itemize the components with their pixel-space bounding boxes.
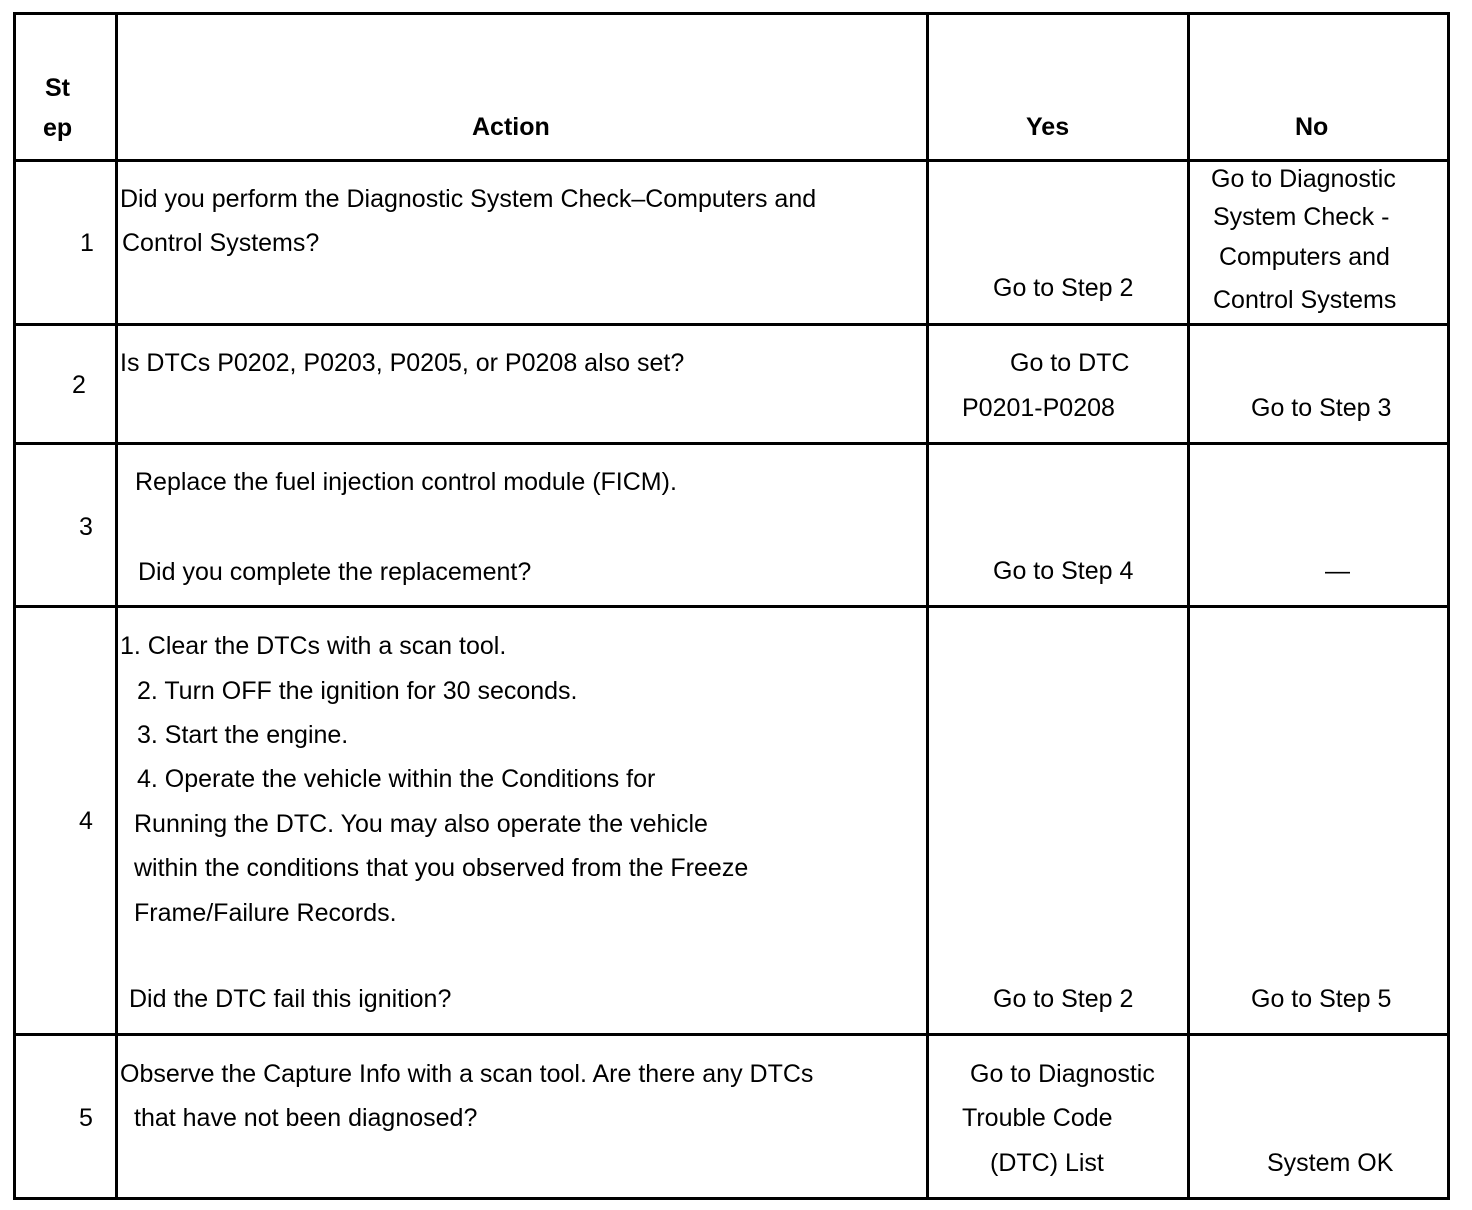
step-number: 5	[79, 1104, 93, 1132]
yes-result: Go to Diagnostic	[970, 1060, 1155, 1088]
yes-result: Go to Step 2	[993, 985, 1134, 1013]
action-text: that have not been diagnosed?	[134, 1104, 478, 1132]
header-action: Action	[472, 113, 550, 141]
step-number: 2	[72, 371, 86, 399]
no-result: Control Systems	[1213, 286, 1397, 314]
no-result: System OK	[1267, 1149, 1394, 1177]
action-text: 3. Start the engine.	[137, 721, 349, 749]
no-result: Computers and	[1219, 243, 1390, 271]
action-text: Did you complete the replacement?	[138, 558, 532, 586]
header-step: St	[45, 74, 70, 102]
yes-result: (DTC) List	[990, 1149, 1104, 1177]
action-text: 2. Turn OFF the ignition for 30 seconds.	[137, 677, 578, 705]
table-border-left	[13, 12, 16, 1200]
step-number: 1	[80, 229, 94, 257]
no-result: System Check -	[1213, 203, 1390, 231]
row-divider	[13, 605, 1450, 608]
step-number: 4	[79, 807, 93, 835]
action-text: Did you perform the Diagnostic System Check–Computers and	[120, 185, 817, 213]
action-text: Frame/Failure Records.	[134, 899, 397, 927]
action-text: Observe the Capture Info with a scan tool. Are there any DTCs	[120, 1060, 814, 1088]
yes-result: Go to Step 2	[993, 274, 1134, 302]
no-result: —	[1325, 557, 1350, 585]
header-no: No	[1295, 113, 1329, 141]
no-result: Go to Step 5	[1251, 985, 1392, 1013]
yes-result: Go to Step 4	[993, 557, 1134, 585]
action-text: Running the DTC. You may also operate the vehicle	[134, 810, 708, 838]
yes-result: Go to DTC	[1010, 349, 1130, 377]
action-text: Control Systems?	[122, 229, 320, 257]
column-divider	[115, 12, 118, 1200]
action-text: within the conditions that you observed from the Freeze	[134, 854, 749, 882]
action-text: 1. Clear the DTCs with a scan tool.	[120, 632, 507, 660]
action-text: Did the DTC fail this ignition?	[129, 985, 452, 1013]
action-text: Is DTCs P0202, P0203, P0205, or P0208 also set?	[120, 349, 685, 377]
action-text: Replace the fuel injection control module (FICM).	[135, 468, 677, 496]
column-divider	[926, 12, 929, 1200]
table-border-right	[1447, 12, 1450, 1200]
yes-result: Trouble Code	[962, 1104, 1113, 1132]
row-divider	[13, 442, 1450, 445]
yes-result: P0201-P0208	[962, 394, 1115, 422]
row-divider	[13, 1033, 1450, 1036]
table-border-top	[13, 12, 1450, 15]
header-divider	[13, 159, 1450, 162]
row-divider	[13, 323, 1450, 326]
action-text: 4. Operate the vehicle within the Conditions for	[137, 765, 656, 793]
no-result: Go to Diagnostic	[1211, 165, 1396, 193]
table-border-bottom	[13, 1197, 1450, 1200]
header-yes: Yes	[1026, 113, 1070, 141]
step-number: 3	[79, 513, 93, 541]
header-step: ep	[43, 114, 73, 142]
column-divider	[1187, 12, 1190, 1200]
no-result: Go to Step 3	[1251, 394, 1392, 422]
